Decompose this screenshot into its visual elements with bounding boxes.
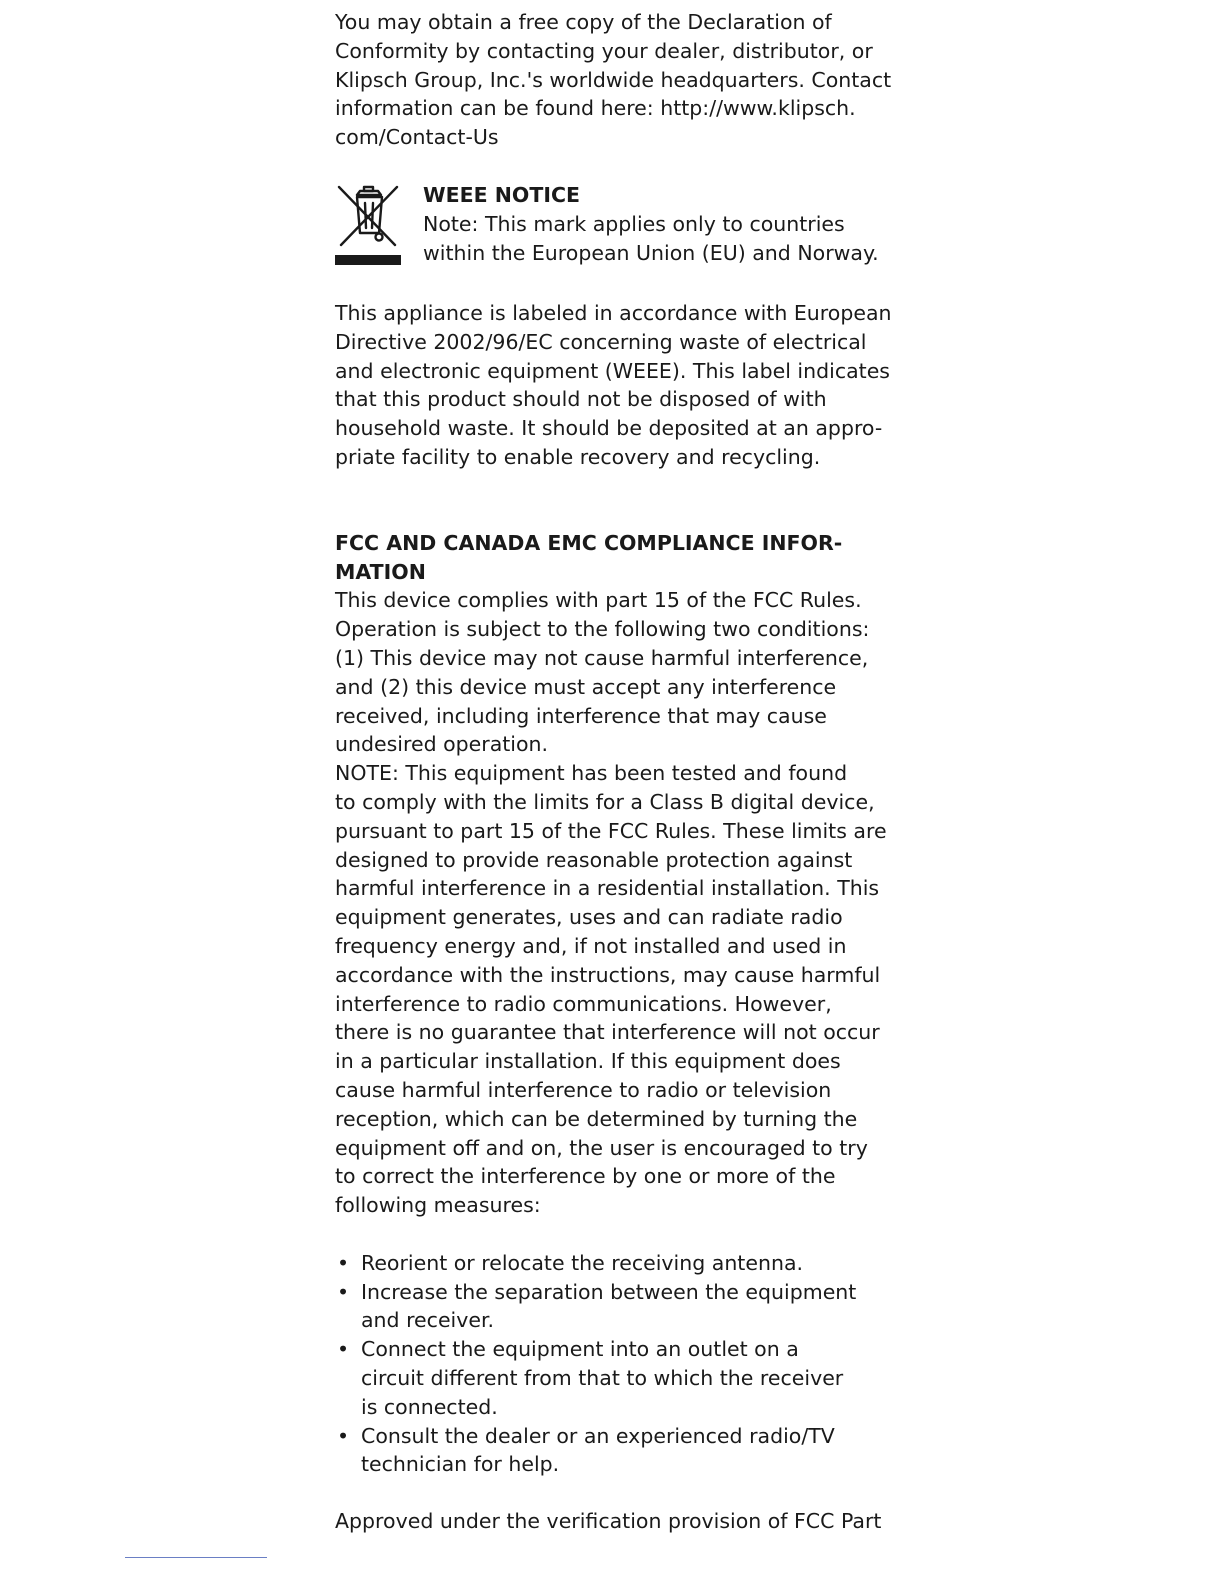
weee-title-text: WEEE NOTICE (423, 182, 581, 207)
text-line: equipment generates, uses and can radiate radio (335, 905, 843, 930)
text-line: Reorient or relocate the receiving antenna. (361, 1250, 804, 1275)
text-line: and (2) this device must accept any interference (335, 674, 837, 699)
list-item (335, 1249, 890, 1278)
text-line: harmful interference in a residential installation. This (335, 876, 880, 901)
text-line: Connect the equipment into an outlet on a (361, 1337, 799, 1362)
text-line: is connected. (361, 1394, 498, 1419)
text-line: within the European Union (EU) and Norway. (423, 240, 879, 265)
text-line: interference to radio communications. However, (335, 991, 832, 1016)
weee-note (423, 210, 879, 268)
text-line: to comply with the limits for a Class B digital device, (335, 789, 875, 814)
text-line: and receiver. (361, 1308, 495, 1333)
text-line: designed to provide reasonable protection against (335, 847, 853, 872)
bullet: • (337, 1423, 350, 1448)
text-line: to correct the interference by one or more of the (335, 1164, 836, 1189)
text-line: technician for help. (361, 1452, 560, 1477)
bullet: • (337, 1337, 350, 1362)
text-line: there is no guarantee that interference will not occur (335, 1020, 880, 1045)
footnote-rule (125, 1557, 267, 1558)
appliance-paragraph (335, 299, 890, 472)
list-item (335, 1335, 890, 1421)
text-line: equipment off and on, the user is encouraged to try (335, 1135, 868, 1160)
text-line: Approved under the verification provision of FCC Part (335, 1509, 882, 1534)
text-line: com/Contact-Us (335, 125, 499, 150)
text-line: that this product should not be disposed of with (335, 387, 827, 412)
fcc-heading (335, 529, 890, 587)
text-line: undesired operation. (335, 732, 549, 757)
approved-paragraph (335, 1507, 890, 1536)
text-line: reception, which can be determined by turning the (335, 1106, 858, 1131)
text-line: cause harmful interference to radio or television (335, 1077, 832, 1102)
list-item (335, 1422, 890, 1480)
text-line: and electronic equipment (WEEE). This label indicates (335, 358, 890, 383)
text-line: You may obtain a free copy of the Declaration of (335, 10, 832, 34)
text-line: Conformity by contacting your dealer, distributor, or (335, 38, 873, 63)
weee-notice (335, 181, 890, 269)
text-line: Klipsch Group, Inc.'s worldwide headquarters. Contact (335, 67, 892, 92)
text-line: priate facility to enable recovery and recycling. (335, 444, 821, 469)
text-line: Directive 2002/96/EC concerning waste of electrical (335, 329, 867, 354)
text-line: pursuant to part 15 of the FCC Rules. These limits are (335, 818, 887, 843)
bullet: • (337, 1279, 350, 1304)
text-line: frequency energy and, if not installed and used in (335, 933, 847, 958)
weee-text (423, 181, 879, 267)
text-line: This device complies with part 15 of the FCC Rules. (335, 588, 862, 613)
text-line: NOTE: This equipment has been tested and found (335, 761, 848, 786)
fcc-body (335, 586, 890, 1220)
list-item (335, 1278, 890, 1336)
text-line: in a particular installation. If this equipment does (335, 1049, 841, 1074)
text-line: Operation is subject to the following two conditions: (335, 617, 870, 642)
text-line: (1) This device may not cause harmful interference, (335, 645, 869, 670)
text-line: circuit different from that to which the receiver (361, 1366, 844, 1391)
crossed-out-wheelie-bin-icon (335, 181, 401, 265)
text-line: household waste. It should be deposited at an appro- (335, 416, 883, 441)
text-line: Note: This mark applies only to countries (423, 211, 845, 236)
heading-line: MATION (335, 559, 426, 584)
text-line: accordance with the instructions, may cause harmful (335, 962, 881, 987)
declaration-paragraph (335, 8, 890, 152)
text-line: Increase the separation between the equipment (361, 1279, 857, 1304)
bullet: • (337, 1250, 350, 1275)
heading-line: FCC AND CANADA EMC COMPLIANCE INFOR- (335, 530, 843, 555)
document-page (335, 8, 890, 1536)
text-line: Consult the dealer or an experienced radio/TV (361, 1423, 835, 1448)
text-line: This appliance is labeled in accordance with European (335, 300, 892, 325)
text-line: received, including interference that may cause (335, 703, 827, 728)
weee-title (423, 181, 879, 210)
text-line: information can be found here: http://www.klipsch. (335, 96, 856, 121)
measures-list (335, 1249, 890, 1479)
text-line: following measures: (335, 1193, 541, 1218)
